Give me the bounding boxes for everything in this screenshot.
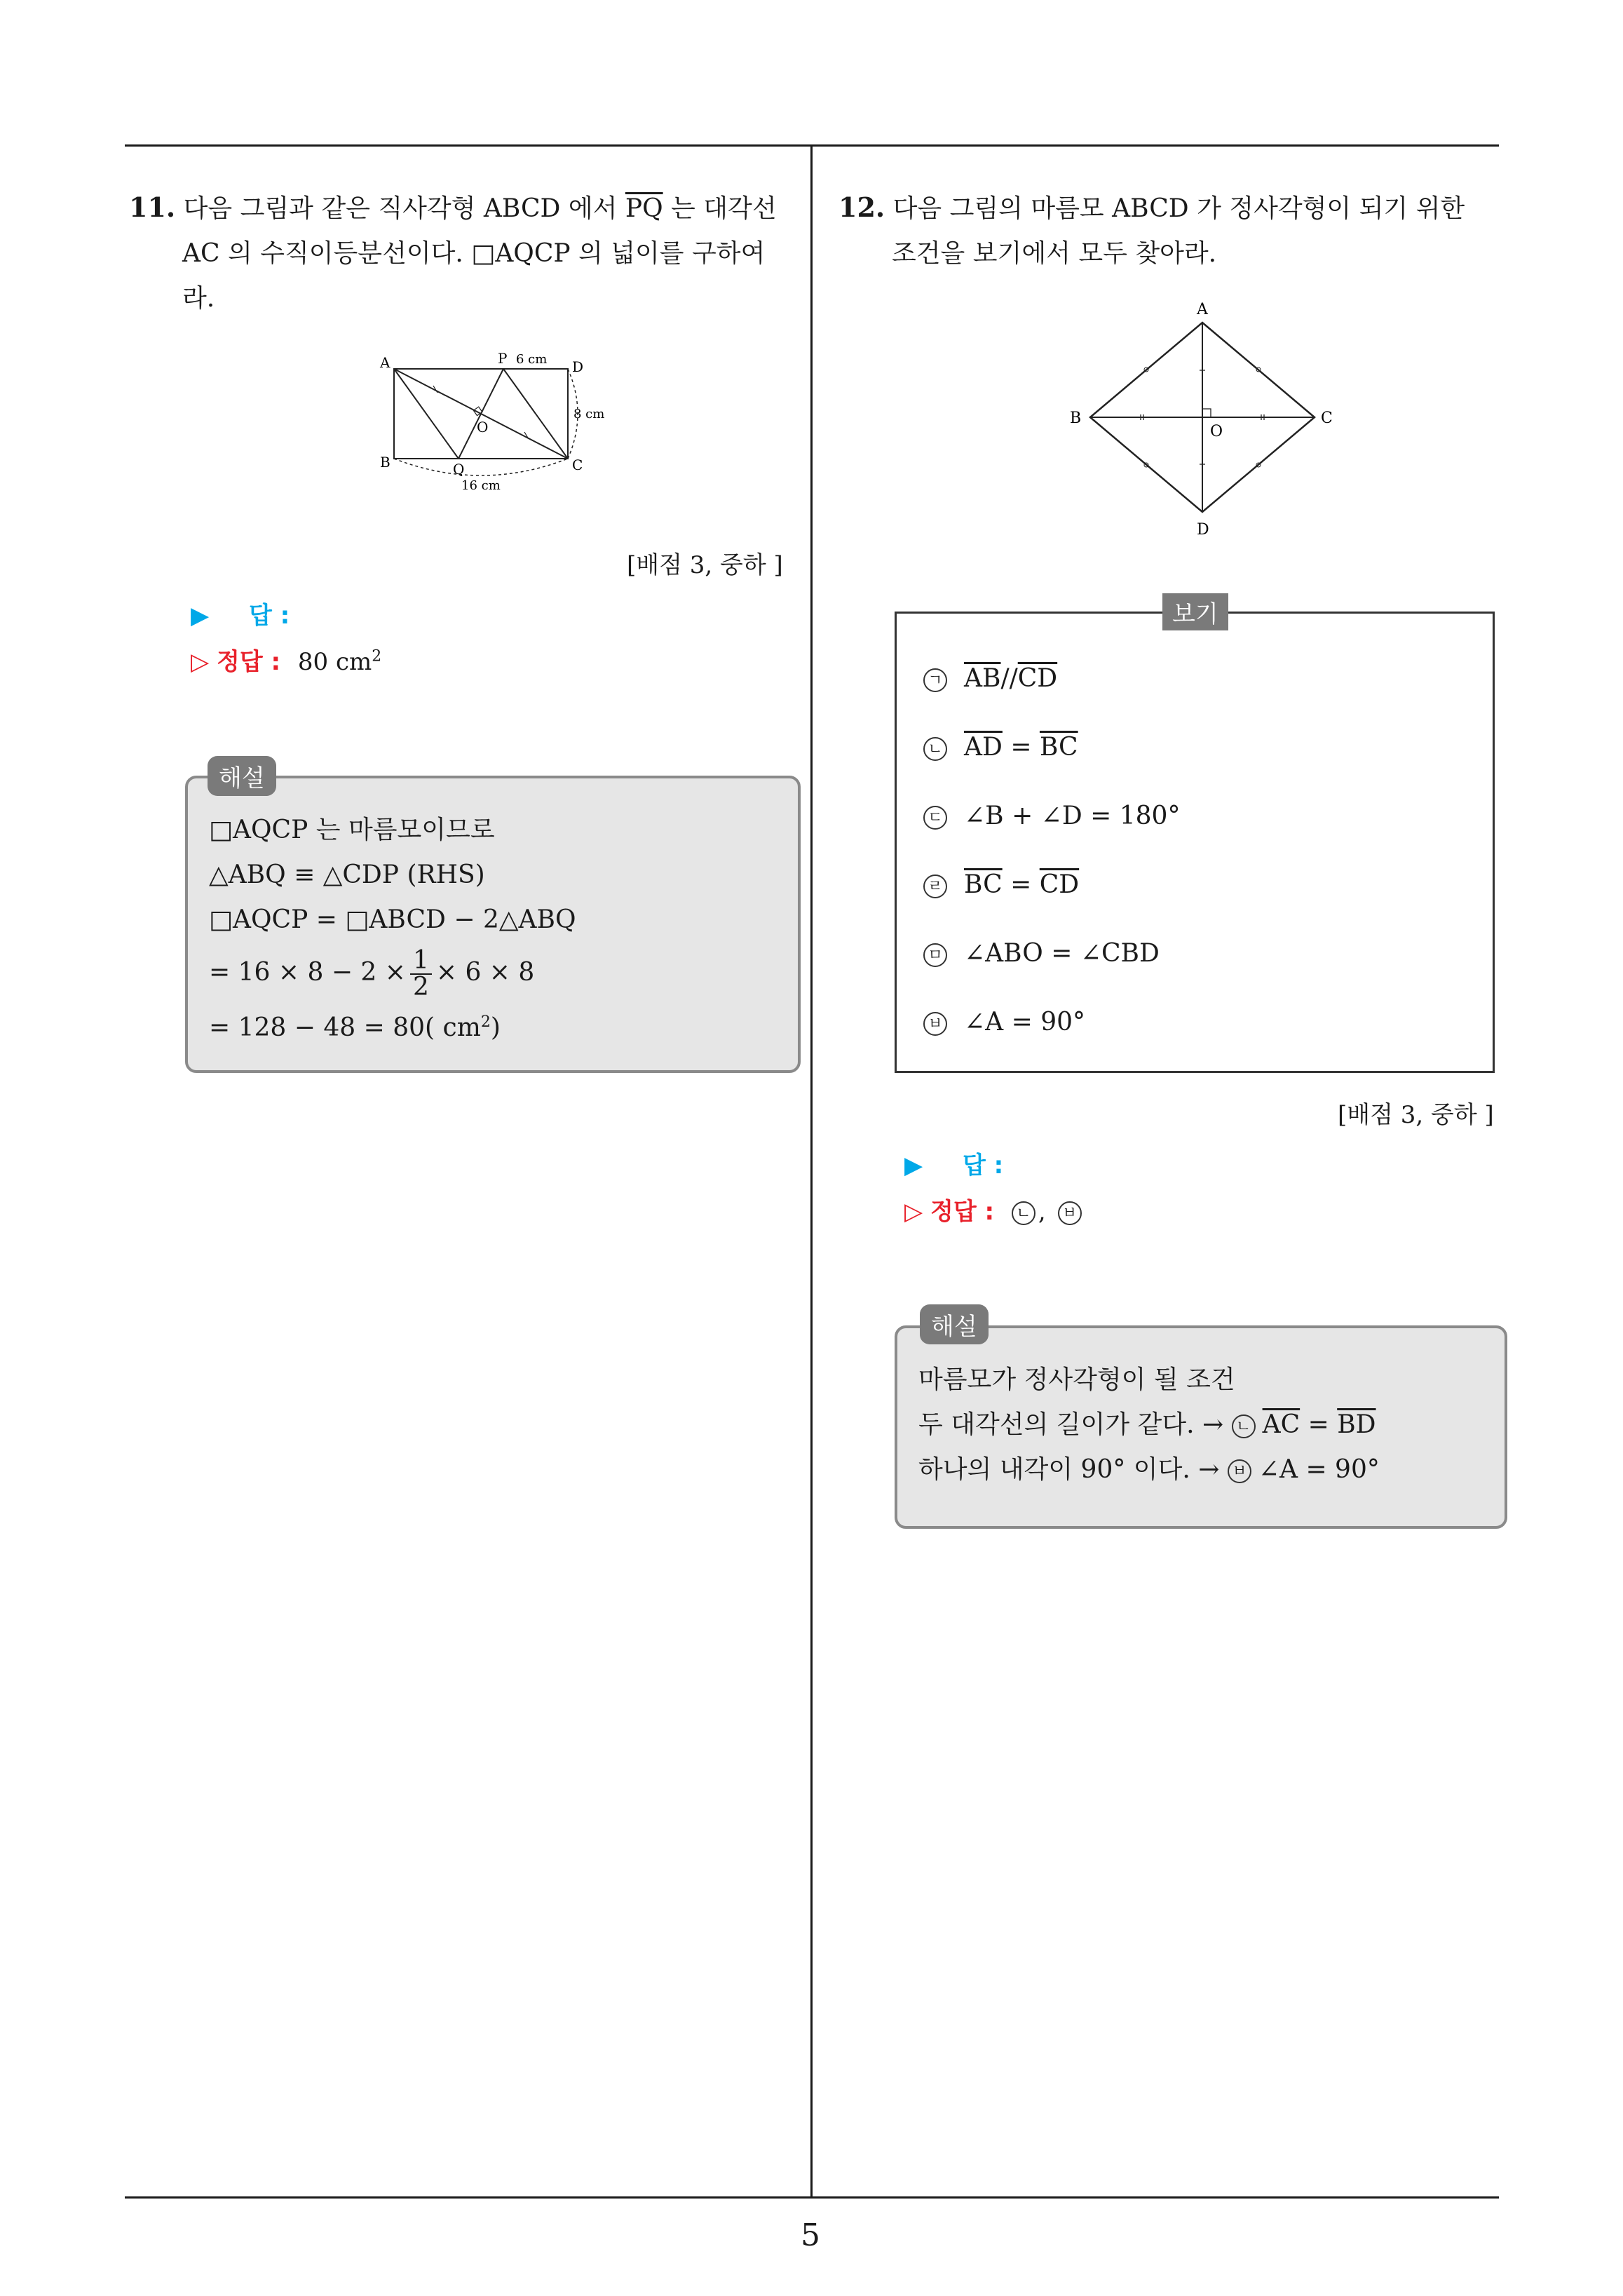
bogi-item-6 xyxy=(923,1008,1085,1036)
correct-mark-2: ㅂ xyxy=(1058,1201,1082,1225)
fig11-label-q: Q xyxy=(453,461,465,478)
q11-line-1-tail: 는 대각선 xyxy=(663,194,777,223)
bogi-1-a: $\overline{AB}$ xyxy=(964,664,1001,693)
frac-numerator: 1 xyxy=(410,948,432,975)
play-icon: ▶ xyxy=(904,1152,923,1180)
column-divider xyxy=(810,144,813,2198)
outline-play-icon: ▷ xyxy=(904,1198,923,1226)
fig11-bc-length: 16 cm xyxy=(461,478,501,493)
bogi-item-1 xyxy=(923,664,1057,693)
bogi-1-b: $\overline{CD}$ xyxy=(1017,664,1058,693)
q11-solution-box xyxy=(185,776,801,1073)
bogi-item-2 xyxy=(923,733,1078,762)
q11-answer-label: 답 : xyxy=(248,602,290,630)
q11-sol-line-4a: = 16 × 8 − 2 × xyxy=(209,958,406,987)
q11-answer-row xyxy=(191,596,290,630)
q12-solution-tag: 해설 xyxy=(920,1304,989,1344)
q12-points: [배점 3, 중하 ] xyxy=(1338,1101,1494,1129)
q11-line-3: 라. xyxy=(182,284,215,313)
q12-solution-lines xyxy=(918,1358,1380,1492)
fig11-label-a: A xyxy=(380,354,391,371)
circled-mark: ㄹ xyxy=(923,874,947,898)
q12-sol-line-2a: 두 대각선의 길이가 같다. → xyxy=(918,1410,1232,1439)
q12-sol-line-3 xyxy=(918,1447,1380,1492)
bogi-4-mid: = xyxy=(1002,870,1040,899)
fig11-label-o: O xyxy=(477,419,489,435)
bogi-item-3 xyxy=(923,802,1180,830)
q11-sol-line-4b: × 6 × 8 xyxy=(435,958,535,987)
fig11-label-d: D xyxy=(572,358,584,375)
q12-correct-label: 정답 : xyxy=(930,1198,995,1226)
bogi-5-text: ∠ABO = ∠CBD xyxy=(964,939,1160,968)
q12-sol-bd: $\overline{BD}$ xyxy=(1337,1410,1376,1439)
right-angle-mark xyxy=(1202,409,1211,417)
q11-sol-line-2: △ABQ ≡ △CDP (RHS) xyxy=(209,860,485,889)
q11-sol-line-5b: ) xyxy=(490,1013,501,1042)
q11-correct-sup: 2 xyxy=(372,647,382,666)
circled-mark: ㄴ xyxy=(923,737,947,761)
fig11-pd-length: 6 cm xyxy=(516,352,548,367)
bogi-item-4 xyxy=(923,870,1079,899)
bogi-2-mid: = xyxy=(1002,733,1040,762)
bogi-box xyxy=(895,612,1495,1073)
circled-mark: ㅂ xyxy=(923,1012,947,1036)
bogi-2-a: $\overline{AD}$ xyxy=(964,733,1003,762)
fig11-dc-length: 8 cm xyxy=(573,407,605,421)
correct-mark-1: ㄴ xyxy=(1012,1201,1035,1225)
q12-solution-box xyxy=(895,1325,1507,1529)
q11-sol-line-1: □AQCP 는 마름모이므로 xyxy=(209,816,495,844)
bottom-rule xyxy=(125,2196,1499,2199)
circled-mark: ㄴ xyxy=(1232,1414,1256,1438)
q12-sol-line-2: 두 대각선의 길이가 같다. → ㄴ $\overline{AC} = \overline{BD}$ xyxy=(918,1410,1376,1439)
fraction-one-half xyxy=(410,948,432,1000)
circled-mark: ㄷ xyxy=(923,806,947,830)
q11-sol-line-3: □AQCP = □ABCD − 2△ABQ xyxy=(209,905,576,934)
circled-mark: ㅁ xyxy=(923,943,947,967)
circled-mark: ㅂ xyxy=(1228,1459,1251,1483)
fig12-label-a: A xyxy=(1197,301,1208,318)
q12-sol-line-3a: 하나의 내각이 90° 이다. → xyxy=(918,1455,1228,1484)
q12-figure xyxy=(1052,295,1360,547)
q12-answer-label: 답 : xyxy=(962,1152,1004,1180)
q11-pq: $\overline{PQ}$ xyxy=(625,194,663,223)
q11-line-1: 다음 그림과 같은 직사각형 ABCD 에서 xyxy=(183,194,625,223)
play-icon: ▶ xyxy=(191,602,210,630)
q11-figure xyxy=(365,337,631,505)
bogi-4-a: $\overline{BC}$ xyxy=(964,870,1003,899)
q12-correct-row: ▷ 정답 : ㄴ , ㅂ xyxy=(904,1192,1099,1227)
q12-sol-ac: $\overline{AC}$ xyxy=(1262,1410,1301,1439)
page-number: 5 xyxy=(801,2217,820,2253)
q11-correct-row xyxy=(191,642,381,677)
q12-line-1: 다음 그림의 마름모 ABCD 가 정사각형이 되기 위한 xyxy=(892,194,1465,223)
q12-sol-line-3b: ∠A = 90° xyxy=(1258,1455,1380,1484)
q11-solution-lines xyxy=(209,808,576,1051)
bogi-2-b: $\overline{BC}$ xyxy=(1039,733,1078,762)
q11-solution-tag: 해설 xyxy=(208,756,276,796)
fig12-label-c: C xyxy=(1321,410,1333,427)
fig12-label-d: D xyxy=(1197,521,1209,539)
q11-sol-line-5a: = 128 − 48 = 80( cm xyxy=(209,1013,481,1042)
arc-bc xyxy=(394,459,568,475)
bogi-item-5 xyxy=(923,939,1160,968)
bogi-tag: 보기 xyxy=(1162,593,1228,630)
q12-line-2: 조건을 보기에서 모두 찾아라. xyxy=(892,239,1217,268)
q12-answer-row xyxy=(904,1146,1003,1180)
q11-sol-line-5 xyxy=(209,1000,576,1051)
outline-play-icon: ▷ xyxy=(191,648,210,676)
q12-sol-line-1: 마름모가 정사각형이 될 조건 xyxy=(918,1365,1235,1394)
bogi-6-text: ∠A = 90° xyxy=(964,1008,1086,1036)
bogi-1-mid: // xyxy=(1000,664,1018,693)
q12-number: 12. xyxy=(838,191,885,223)
fig11-label-p: P xyxy=(498,350,508,367)
segment-pc xyxy=(503,369,568,459)
q12-text xyxy=(838,185,1465,276)
q11-points: [배점 3, 중하 ] xyxy=(627,551,783,579)
q11-correct-value: 80 cm xyxy=(297,648,372,676)
q11-number: 11. xyxy=(129,191,176,223)
fig12-label-b: B xyxy=(1070,410,1082,427)
q11-sol-line-4 xyxy=(209,948,576,1000)
bogi-4-b: $\overline{CD}$ xyxy=(1039,870,1080,899)
q11-line-2: AC 의 수직이등분선이다. □AQCP 의 넓이를 구하여 xyxy=(182,239,766,268)
fig11-label-b: B xyxy=(380,454,391,471)
segment-aq xyxy=(394,369,459,459)
segment-pq xyxy=(459,369,503,459)
q11-text xyxy=(129,185,777,321)
q11-correct-label: 정답 : xyxy=(216,648,281,676)
circled-mark: ㄱ xyxy=(923,668,947,692)
q11-sol-sup: 2 xyxy=(480,1013,491,1031)
bogi-3-text: ∠B + ∠D = 180° xyxy=(964,802,1181,830)
fig12-label-o: O xyxy=(1210,423,1223,440)
fig11-label-c: C xyxy=(572,457,583,473)
frac-denominator: 2 xyxy=(412,973,429,1001)
